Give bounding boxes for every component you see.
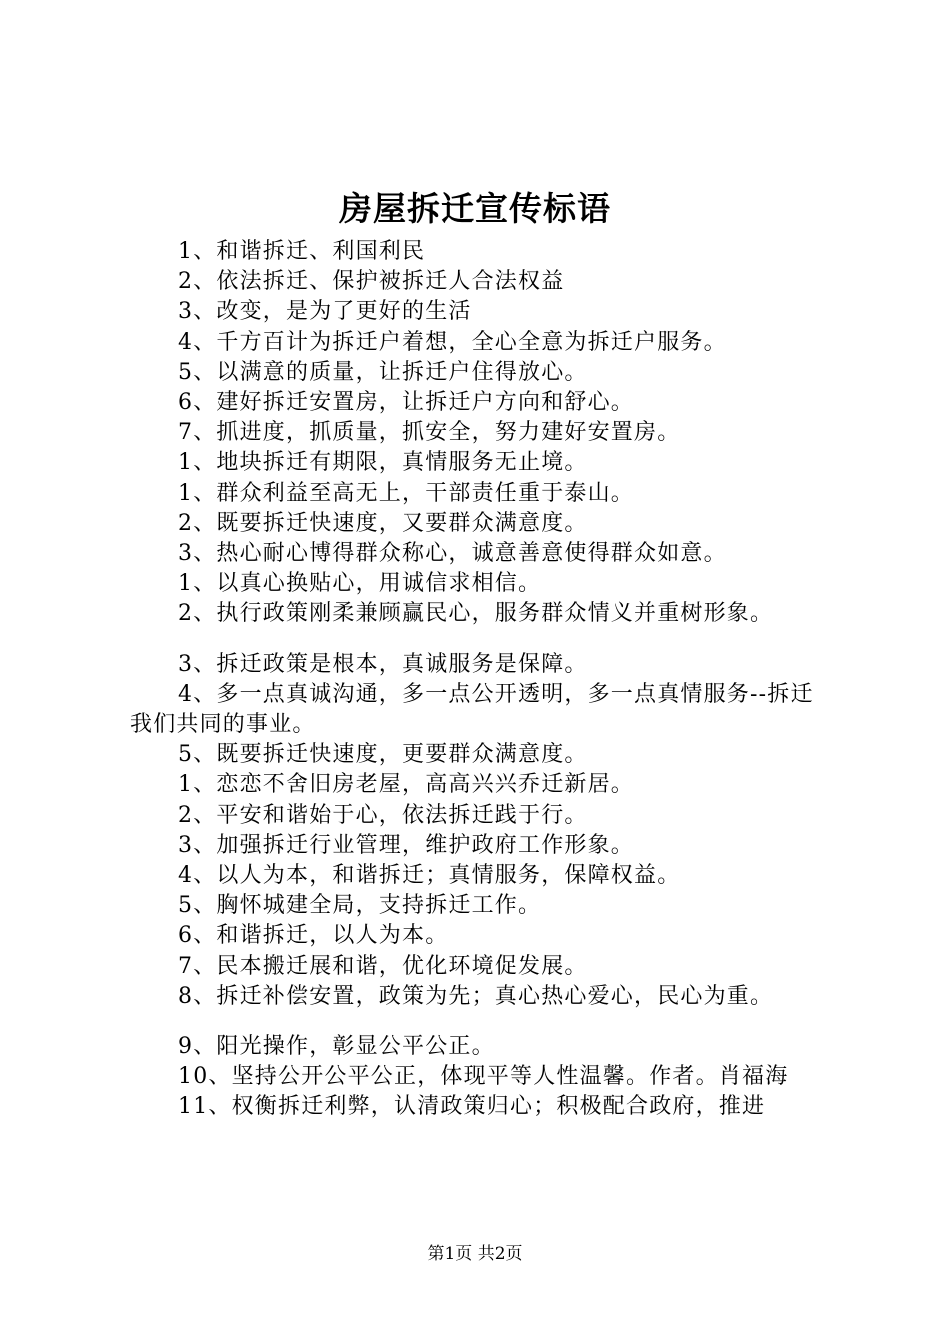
slogan-paragraph: 8、拆迁补偿安置，政策为先；真心热心爱心，民心为重。 bbox=[178, 983, 774, 1009]
slogan-paragraph: 1、以真心换贴心，用诚信求相信。 bbox=[178, 571, 542, 597]
slogan-paragraph: 4、千方百计为拆迁户着想，全心全意为拆迁户服务。 bbox=[178, 329, 727, 355]
slogan-paragraph: 6、和谐拆迁，以人为本。 bbox=[178, 923, 449, 949]
page-footer: 第1页 共2页 bbox=[427, 1244, 523, 1264]
slogan-paragraph: 3、改变，是为了更好的生活 bbox=[178, 299, 472, 325]
slogan-paragraph: 3、加强拆迁行业管理，维护政府工作形象。 bbox=[178, 832, 634, 858]
slogan-paragraph: 2、执行政策刚柔兼顾赢民心，服务群众情义并重树形象。 bbox=[178, 601, 774, 627]
slogan-paragraph: 10、坚持公开公平公正，体现平等人性温馨。作者。肖福海 bbox=[178, 1064, 789, 1090]
slogan-paragraph: 4、多一点真诚沟通，多一点公开透明，多一点真情服务--拆迁我们共同的事业。 bbox=[130, 681, 814, 738]
slogan-paragraph: 5、既要拆迁快速度，更要群众满意度。 bbox=[178, 742, 588, 768]
slogan-paragraph: 7、抓进度，抓质量，抓安全，努力建好安置房。 bbox=[178, 420, 681, 446]
slogan-paragraph: 6、建好拆迁安置房，让拆迁户方向和舒心。 bbox=[178, 390, 634, 416]
slogan-paragraph: 2、平安和谐始于心，依法拆迁践于行。 bbox=[178, 802, 588, 828]
document-title: 房屋拆迁宣传标语 bbox=[339, 189, 611, 228]
slogan-paragraph: 3、热心耐心博得群众称心，诚意善意使得群众如意。 bbox=[178, 541, 727, 567]
slogan-paragraph: 11、权衡拆迁利弊，认清政策归心；积极配合政府，推进 bbox=[178, 1094, 766, 1120]
slogan-paragraph: 5、胸怀城建全局，支持拆迁工作。 bbox=[178, 893, 542, 919]
slogan-paragraph: 9、阳光操作，彰显公平公正。 bbox=[178, 1034, 495, 1060]
slogan-paragraph: 3、拆迁政策是根本，真诚服务是保障。 bbox=[178, 651, 588, 677]
slogan-paragraph: 7、民本搬迁展和谐，优化环境促发展。 bbox=[178, 953, 588, 979]
slogan-paragraph: 1、地块拆迁有期限，真情服务无止境。 bbox=[178, 450, 588, 476]
slogan-paragraph: 5、以满意的质量，让拆迁户住得放心。 bbox=[178, 359, 588, 385]
slogan-paragraph: 2、依法拆迁、保护被拆迁人合法权益 bbox=[178, 269, 565, 295]
slogan-paragraph: 1、群众利益至高无上，干部责任重于泰山。 bbox=[178, 480, 634, 506]
slogan-paragraph: 4、以人为本，和谐拆迁；真情服务，保障权益。 bbox=[178, 863, 681, 889]
slogan-paragraph: 2、既要拆迁快速度，又要群众满意度。 bbox=[178, 510, 588, 536]
slogan-paragraph: 1、恋恋不舍旧房老屋，高高兴兴乔迁新居。 bbox=[178, 772, 634, 798]
document-body bbox=[130, 237, 835, 1123]
slogan-paragraph: 1、和谐拆迁、利国利民 bbox=[178, 239, 426, 264]
